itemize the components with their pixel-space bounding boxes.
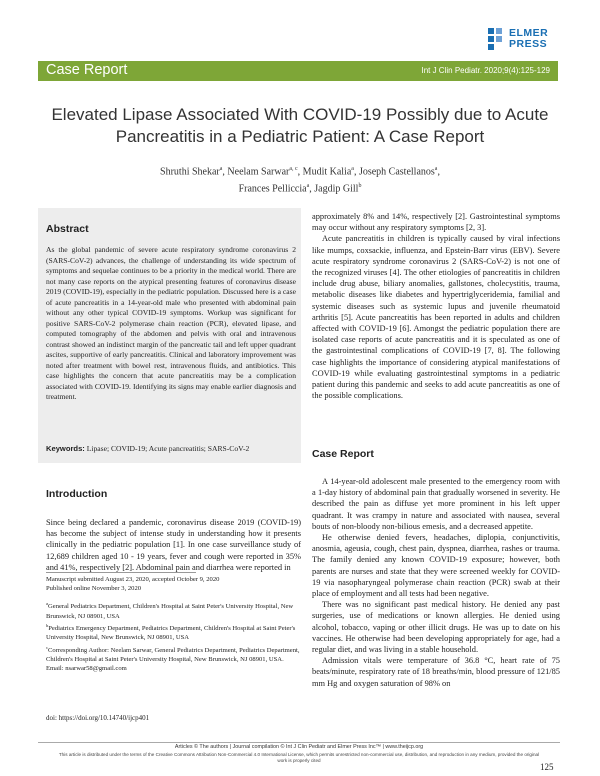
author-name: Jagdip Gill bbox=[314, 183, 359, 195]
keywords-text: Lipase; COVID-19; Acute pancreatitis; SARS-CoV-2 bbox=[86, 444, 250, 453]
publisher-logo bbox=[488, 22, 574, 62]
affiliation-b: Pediatrics Emergency Department, Pediatrics Department, Children's Hospital at Saint Peter's University Hospital, New Brunswick, NJ 08901, USA bbox=[46, 625, 296, 642]
meta-divider bbox=[46, 572, 196, 573]
case-paragraph-3: There was no significant past medical history. He denied any past surgeries, use of medications or known allergies. He denied using alcohol, tobacco, vaping or other illicit drugs. He was up to date on his vaccines. He otherwise had been developing appropriately for age, had a regular diet, and was living in a stable household. bbox=[312, 600, 560, 655]
case-paragraph-4: Admission vitals were temperature of 36.8 °C, heart rate of 75 beats/minute, respiratory rate of 18 breaths/min, blood pressure of 121/85 mm Hg and oxygen saturation of 98% on bbox=[312, 656, 560, 688]
abstract-text: As the global pandemic of severe acute respiratory syndrome coronavirus 2 (SARS-CoV-2) advances, the challenge of understanding its wide spectrum of symptoms and sequelae continues to be a priority in the medical world. There are not many case reports on the atypical presenting features of coronavirus disease 2019 (COVID-19), especially in the pediatric population. Discussed here is a case of acute pancreatitis in a 14-year-old male who presented with abdominal pain without any other typical COVID-19 symptoms. Workup was significant for positive SARS-CoV-2 polymerase chain reaction (PCR), elevated lipase, and computed tomography of the abdomen and pelvis with oral and intravenous contrast showed an indistinct margin of the pancreatic tail and left upper quadrant ascites, supportive of early pancreatitis. Clinical and laboratory improvement was noted after treatment with bowel rest, intravenous fluids, and antibiotics. This case highlights the concern that acute pancreatitis may be a complication associated with COVID-19. Identifying its signs may enable earlier diagnosis and treatment. bbox=[46, 245, 296, 401]
introduction-heading: Introduction bbox=[46, 488, 108, 500]
article-meta: Manuscript submitted August 23, 2020, accepted October 9, 2020 Published online November 3, 2020 $^a$General Pediatrics Department, Children's Hospital at Saint Peter's University Hospital, New Brunswick, NJ 08901, USA $^b$Pediatrics Emergency Department, Pediatrics Department, Children's Hospital at Saint Peter's University Hospital, New Brunswick, NJ 08901, USA $^c$Corresponding Author: Neelam Sarwar, General Pediatrics Department, Pediatrics Department, Children's Hospital at Saint Peter's University Hospital, New Brunswick, NJ 08901, USA. Email: nsarwar58@gmail.com bbox=[46, 576, 300, 673]
abstract-heading: Abstract bbox=[46, 223, 89, 235]
author-name: Shruthi Shekar bbox=[160, 166, 220, 178]
section-banner bbox=[38, 61, 558, 81]
footer-copyright: Articles © The authors | Journal compilation © Int J Clin Pediatr and Elmer Press Inc™ | www.theijcp.org bbox=[174, 744, 424, 750]
article-title: Elevated Lipase Associated With COVID-19 Possibly due to Acute Pancreatitis in a Pediatric Patient: A Case Report bbox=[51, 105, 549, 146]
author-list: Shruthi Shekar$^a$, Neelam Sarwar$^{a, c}$, Mudit Kalia$^a$, Joseph Castellanos$^a$, Frances Pelliccia$^a$, Jagdip Gill$^b$ bbox=[160, 166, 440, 195]
keywords-label: Keywords: bbox=[46, 444, 85, 453]
corresponding-author: Corresponding Author: Neelam Sarwar, General Pediatrics Department, Pediatrics Department, Children's Hospital at Saint Peter's University Hospital, New Brunswick, NJ 08901, USA. Email: nsarwar58@gmail.com bbox=[46, 646, 300, 673]
introduction-text: Since being declared a pandemic, coronavirus disease 2019 (COVID-19) has become the subject of intense study in understanding how it presents clinically in the pediatric population [1]. In one case surveillance study of 12,689 children aged 10 - 19 years, fever and cough were reported in 35% and 41%, respectively [2]. Abdominal pain and diarrhea were reported in bbox=[46, 518, 301, 572]
page-number: 125 bbox=[540, 762, 554, 772]
keywords bbox=[46, 444, 296, 454]
abstract-box bbox=[38, 208, 301, 463]
author-name: Mudit Kalia bbox=[302, 166, 352, 178]
section-label: Case Report bbox=[46, 62, 128, 78]
author-name: Joseph Castellanos bbox=[358, 166, 435, 178]
author-affiliation: a bbox=[219, 166, 223, 172]
introduction-continued bbox=[312, 211, 560, 401]
affiliation-a: General Pediatrics Department, Children's Hospital at Saint Peter's University Hospital, New Brunswick, NJ 08901, USA bbox=[46, 603, 294, 620]
journal-citation: Int J Clin Pediatr. 2020;9(4):125-129 bbox=[421, 66, 550, 75]
author-affiliation: a bbox=[434, 166, 438, 172]
author-name: Neelam Sarwar bbox=[227, 166, 290, 178]
doi-link[interactable]: doi: https://doi.org/10.14740/ijcp401 bbox=[46, 714, 150, 722]
case-paragraph-2: He otherwise denied fevers, headaches, diplopia, conjunctivitis, anosmia, ageusia, cough, chest pain, dyspnea, diarrhea, rashes or trauma. The family denied any known COVID-19 exposure; however, both parents are nurses and state that they were screened weekly for COVID-19 via nasopharyngeal polymerase chain reaction (PCR) swab at their place of employment and all tests had been negative. bbox=[312, 533, 560, 599]
intro-paragraph-continued: approximately 8% and 14%, respectively [2]. Gastrointestinal symptoms may occur without any respiratory symptoms [2, 3]. bbox=[312, 212, 560, 233]
intro-paragraph-2: Acute pancreatitis in children is typically caused by viral infections like mumps, coxsackie, influenza, and Epstein-Barr virus (EBV). Severe acute respiratory syndrome coronavirus 2 (SARS-CoV-2) is not one of the recognized viruses [4]. The other etiologies of pancreatitis in children include drug abuse, biliary anomalies, gallstones, cholecystitis, trauma, metabolic diseases like diabetes and hypertriglyceridemia, familial and systemic diseases such as systemic lupus and juvenile rheumatoid arthritis [5]. Acute pancreatitis has been reported in adults and children affected with COVID-19 [6]. Amongst the pediatric population there are isolated case reports of acute pancreatitis and it is speculated as one of the gastrointestinal complications of COVID-19 [7, 8]. The following case highlights the importance of considering atypical manifestations of COVID-19 while evaluating gastrointestinal symptoms in a pediatric patient during this pandemic and seeks to add acute pancreatitis as one of the possible complications. bbox=[312, 234, 560, 401]
footer-license: This article is distributed under the terms of the Creative Commons Attribution Non-Commercial 4.0 International License, which permits unrestricted non-commercial use, distribution, and reproduction in any medium, provided the original work is properly cited bbox=[58, 752, 540, 763]
case-paragraph-1: A 14-year-old adolescent male presented to the emergency room with a 1-day history of abdominal pain that gradually worsened in severity. He described the pain as diffuse yet more prominent in his left upper quadrant. It was crampy in nature and associated with nausea, several bouts of non-bloody non-bilious emesis, and a decreased appetite. bbox=[312, 477, 560, 531]
author-affiliation: a bbox=[306, 183, 310, 190]
submitted-date: Manuscript submitted August 23, 2020, accepted October 9, 2020 bbox=[46, 576, 220, 583]
publisher-mark-icon bbox=[488, 26, 506, 54]
author-affiliation: b bbox=[358, 183, 362, 190]
case-report-heading: Case Report bbox=[312, 448, 374, 460]
author-affiliation: a, c bbox=[289, 166, 298, 172]
author-name: Frances Pelliccia bbox=[238, 183, 307, 195]
publisher-name bbox=[509, 28, 548, 50]
published-date: Published online November 3, 2020 bbox=[46, 585, 142, 593]
case-report-text bbox=[312, 476, 560, 689]
author-affiliation: a bbox=[351, 166, 354, 172]
logo-line1: ELMER bbox=[509, 27, 549, 39]
logo-line2: PRESS bbox=[509, 38, 548, 50]
footer-divider bbox=[38, 742, 560, 743]
